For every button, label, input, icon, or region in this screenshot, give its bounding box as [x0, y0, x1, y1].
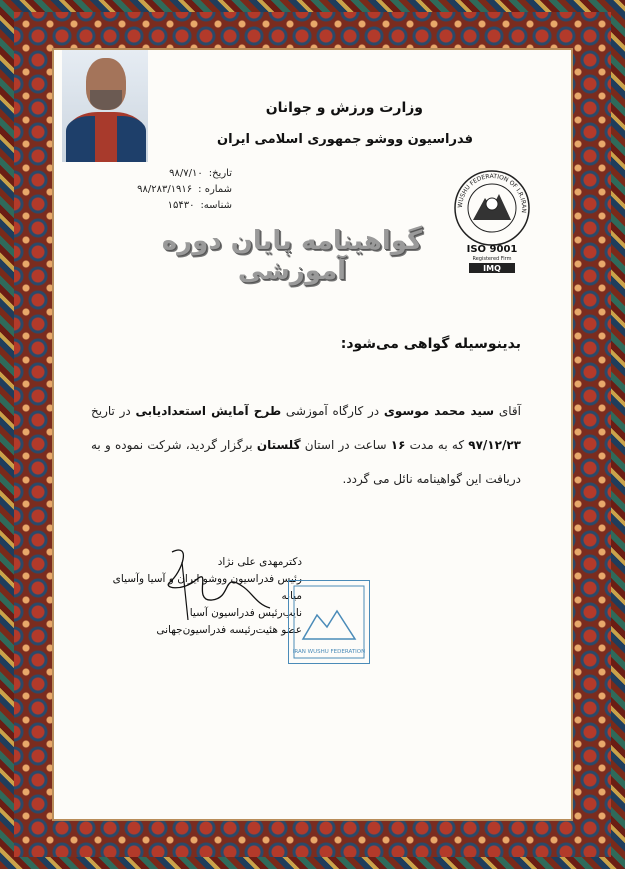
number-label: شماره : [198, 184, 232, 195]
course-hours: ۱۶ [390, 438, 406, 452]
course-name: طرح آمایش استعدادیابی [135, 404, 282, 418]
signatory-block [102, 554, 302, 639]
signatory-name: دکترمهدی علی نژاد [217, 556, 302, 568]
certificate-paper [52, 48, 573, 821]
imq-text: IMQ [483, 264, 501, 273]
certificate-title: گواهینامه پایان دوره آموزشی [161, 226, 423, 286]
logo-ring-text: WUSHU FEDERATION OF I.R.IRAN [456, 172, 528, 214]
text-segment: که به مدت [409, 438, 465, 452]
course-date: ۹۷/۱۲/۲۳ [468, 438, 521, 452]
greeting-line: بدینوسیله گواهی می‌شود: [340, 336, 521, 352]
ministry-name: وزارت ورزش و جوانان [265, 100, 423, 116]
official-stamp [288, 580, 370, 664]
reference-info [112, 166, 232, 214]
text-segment: تاریخ [91, 404, 115, 418]
text-segment: برگزار گردید، شرکت [147, 438, 253, 452]
text-segment: نموده و به دریافت این گواهینامه نائل می گردد. [91, 438, 521, 486]
signatory-role-1: رئیس فدراسیون ووشو ایران و آسیا وآسیای میانه [112, 573, 302, 602]
text-segment: ساعت در استان [304, 438, 387, 452]
holder-photo [62, 50, 148, 162]
stamp-text: IRAN WUSHU FEDERATION [292, 649, 366, 655]
text-segment: در [119, 404, 131, 418]
text-segment: در کارگاه آموزشی [285, 404, 380, 418]
stamp-mountain-icon [303, 611, 355, 639]
province-name: گلستان [256, 438, 301, 452]
id-value: ۱۵۴۳۰ [167, 200, 195, 211]
id-label: شناسه: [200, 200, 232, 211]
number-value: ۹۸/۲۸۳/۱۹۱۶ [137, 184, 193, 195]
date-label: تاریخ: [208, 168, 232, 179]
signatory-role-2: نایب‌رئیس فدراسیون آسیا [189, 607, 302, 619]
signatory-role-3: عضو هئیت‌رئیسه فدراسیون‌جهانی [156, 624, 302, 636]
date-value: ۹۸/۷/۱۰ [169, 168, 203, 179]
text-segment: آقای [498, 404, 521, 418]
federation-name: فدراسیون ووشو جمهوری اسلامی ایران [216, 132, 473, 147]
registered-text: Registered Firm [472, 256, 512, 262]
certificate-body [91, 394, 521, 496]
iso-text: ISO 9001 [466, 244, 518, 255]
federation-logo [451, 164, 533, 274]
recipient-name: سید محمد موسوی [383, 404, 495, 418]
